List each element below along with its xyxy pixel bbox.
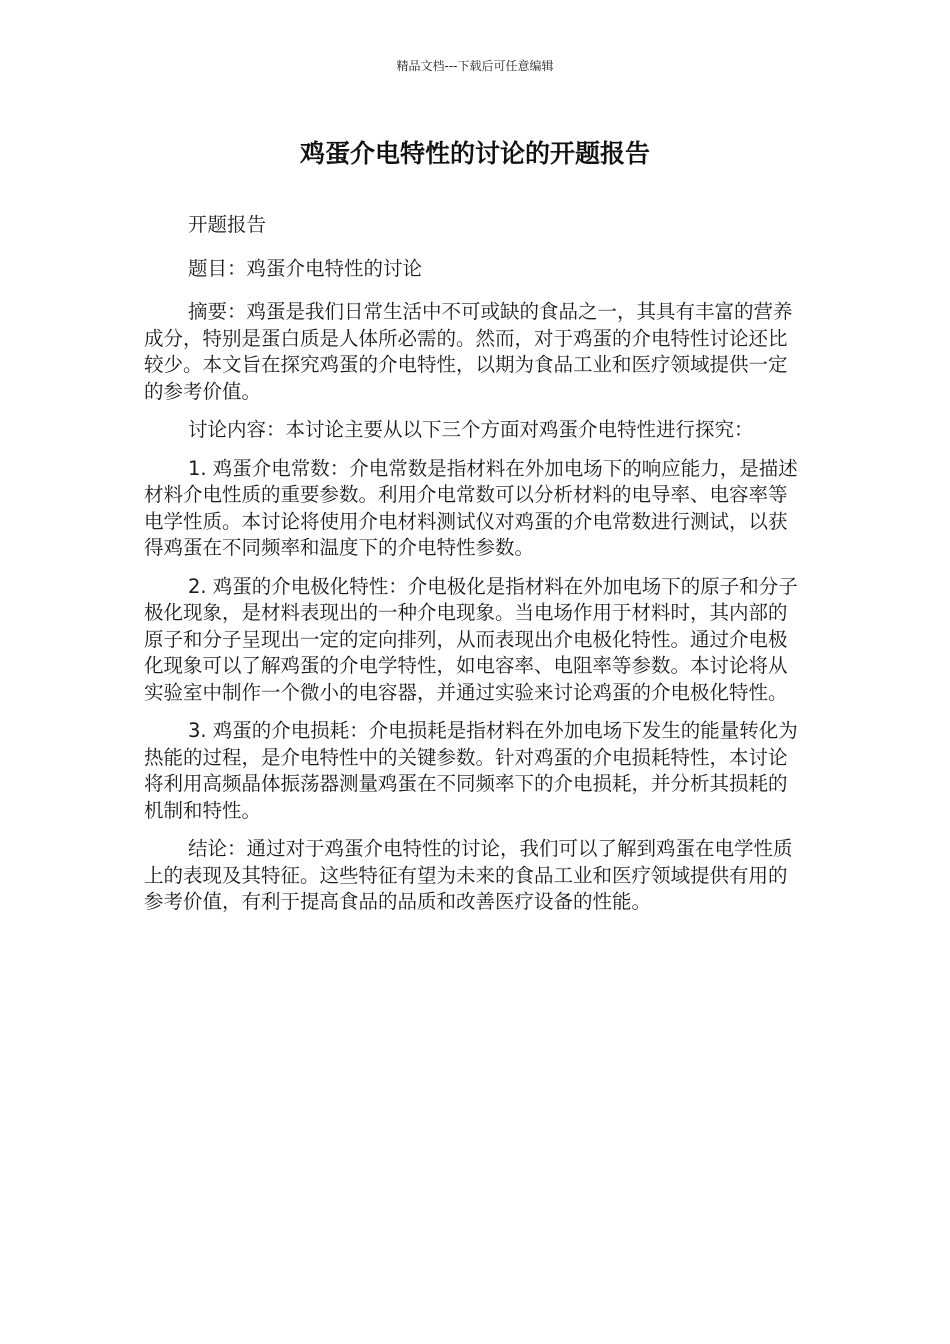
document-body [144,212,804,928]
research-item-polarization: 2. 鸡蛋的介电极化特性：介电极化是指材料在外加电场下的原子和分子极化现象，是材料表现出的一种介电现象。当电场作用于材料时，其内部的原子和分子呈现出一定的定向排列，从而表现出介电极化特性。通过介电极化现象可以了解鸡蛋的介电学特性，如电容率、电阻率等参数。本讨论将从实验室中制作一个微小的电容器，并通过实验来讨论鸡蛋的介电极化特性。 [144,574,798,704]
abstract-paragraph: 摘要：鸡蛋是我们日常生活中不可或缺的食品之一，其具有丰富的营养成分，特别是蛋白质是人体所必需的。然而，对于鸡蛋的介电特性讨论还比较少。本文旨在探究鸡蛋的介电特性，以期为食品工业和医疗领域提供一定的参考价值。 [144,300,793,403]
document-title: 鸡蛋介电特性的讨论的开题报告 [299,139,650,168]
research-item-dielectric-constant: 1. 鸡蛋介电常数：介电常数是指材料在外加电场下的响应能力，是描述材料介电性质的重要参数。利用介电常数可以分析材料的电导率、电容率等电学性质。本讨论将使用介电材料测试仪对鸡蛋的介电常数进行测试，以获得鸡蛋在不同频率和温度下的介电特性参数。 [144,456,798,559]
conclusion-paragraph: 结论：通过对于鸡蛋介电特性的讨论，我们可以了解到鸡蛋在电学性质上的表现及其特征。这些特征有望为未来的食品工业和医疗领域提供有用的参考价值，有利于提高食品的品质和改善医疗设备的性能。 [144,837,793,913]
header-note: 精品文档---下载后可任意编辑 [396,59,554,73]
research-intro-paragraph: 讨论内容：本讨论主要从以下三个方面对鸡蛋介电特性进行探究： [188,418,754,441]
section-label: 开题报告 [188,213,267,236]
research-item-dielectric-loss: 3. 鸡蛋的介电损耗：介电损耗是指材料在外加电场下发生的能量转化为热能的过程，是介电特性中的关键参数。针对鸡蛋的介电损耗特性，本讨论将利用高频晶体振荡器测量鸡蛋在不同频率下的介电损耗，并分析其损耗的机制和特性。 [144,719,798,822]
topic-line: 题目：鸡蛋介电特性的讨论 [188,256,423,280]
